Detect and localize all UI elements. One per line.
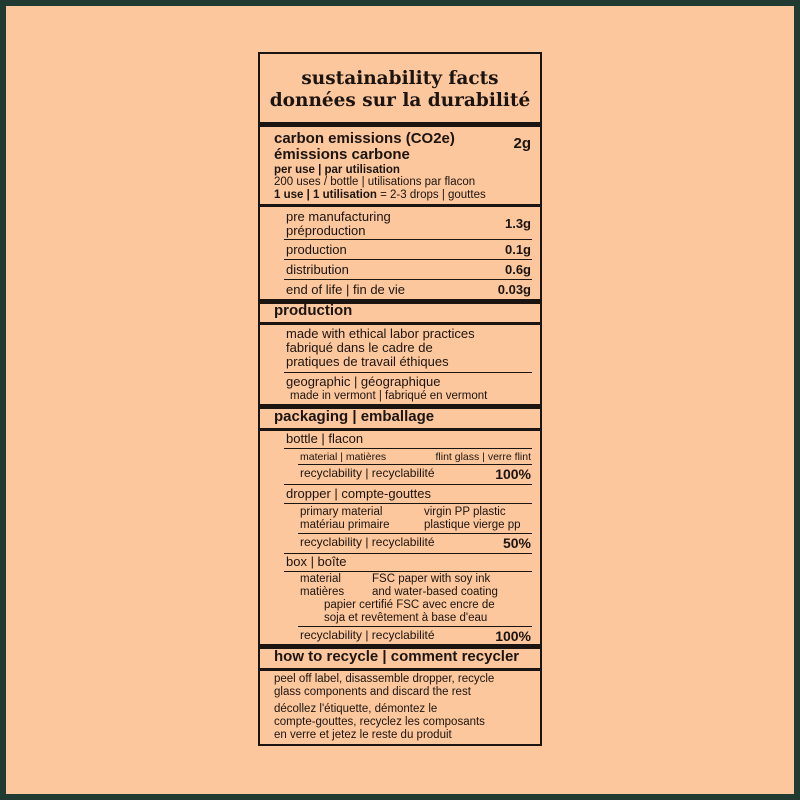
recycle-fr-line-1: décollez l'étiquette, démontez le: [274, 703, 438, 715]
row-divider: [284, 571, 532, 572]
row-divider: [284, 259, 532, 260]
one-use-note: [274, 189, 486, 202]
breakdown-value-end-of-life: 0.03g: [497, 282, 531, 297]
packaging-heading: packaging | emballage: [274, 408, 435, 425]
dropper-heading: dropper | compte-gouttes: [286, 486, 432, 501]
row-divider: [298, 533, 532, 534]
divider: [260, 204, 540, 207]
row-divider: [284, 484, 532, 485]
carbon-heading-english: carbon emissions (CO2e): [274, 130, 455, 147]
title-english: sustainability facts: [301, 68, 499, 89]
row-divider: [284, 503, 532, 504]
ethical-line-1: made with ethical labor practices: [286, 326, 475, 341]
ethical-line-2: fabriqué dans le cadre de: [286, 340, 433, 355]
geographic-value: made in vermont | fabriqué en vermont: [290, 390, 488, 402]
box-material-value-fr-1: papier certifié FSC avec encre de: [324, 599, 495, 611]
box-recyclability-value: 100%: [495, 628, 531, 644]
carbon-total-value: 2g: [513, 135, 531, 152]
box-recyclability-label: recyclability | recyclabilité: [300, 628, 435, 642]
bottle-material-label: material | matières: [300, 451, 387, 463]
bottle-recyclability-value: 100%: [495, 466, 531, 482]
box-material-value-en-1: FSC paper with soy ink: [372, 573, 491, 585]
row-divider: [284, 372, 532, 373]
row-divider: [284, 239, 532, 240]
row-divider: [284, 279, 532, 280]
breakdown-value-distribution: 0.6g: [504, 262, 531, 277]
one-use-label: 1 use | 1 utilisation: [274, 189, 377, 201]
recycle-fr-line-3: en verre et jetez le reste du produit: [274, 729, 452, 741]
dropper-recyclability-value: 50%: [502, 535, 531, 551]
bottle-heading: bottle | flacon: [286, 431, 364, 446]
breakdown-label-premanufacturing-fr: préproduction: [286, 223, 366, 238]
row-divider: [298, 464, 532, 465]
breakdown-label-end-of-life: end of life | fin de vie: [286, 282, 406, 297]
per-use-note: per use | par utilisation: [274, 164, 400, 176]
dropper-material-value-fr: plastique vierge pp: [424, 519, 521, 531]
recycle-fr-line-2: compte-gouttes, recyclez les composants: [274, 716, 485, 728]
dropper-material-label-fr: matériau primaire: [300, 519, 390, 531]
breakdown-value-production: 0.1g: [504, 242, 531, 257]
label-title: [260, 68, 540, 112]
carbon-heading-french: émissions carbone: [274, 146, 410, 163]
box-material-value-fr-2: soja et revêtement à base d'eau: [324, 612, 488, 624]
divider: [260, 668, 540, 671]
dropper-recyclability-label: recyclability | recyclabilité: [300, 535, 435, 549]
dropper-material-label-en: primary material: [300, 506, 383, 518]
bottle-recyclability-label: recyclability | recyclabilité: [300, 466, 435, 480]
title-french: données sur la durabilité: [269, 90, 531, 111]
divider: [260, 122, 540, 127]
box-material-label-fr: matières: [300, 586, 345, 598]
ethical-line-3: pratiques de travail éthiques: [286, 354, 449, 369]
breakdown-label-distribution: distribution: [286, 262, 349, 277]
breakdown-label-production: production: [286, 242, 347, 257]
row-divider: [284, 448, 532, 449]
drops-note: = 2-3 drops | gouttes: [380, 189, 486, 201]
breakdown-label-premanufacturing: pre manufacturing: [286, 209, 391, 224]
recycle-en-line-1: peel off label, disassemble dropper, recycle: [274, 673, 495, 685]
box-material-label-en: material: [300, 573, 341, 585]
row-divider: [298, 626, 532, 627]
breakdown-value-premanufacturing: 1.3g: [504, 216, 531, 231]
sustainability-facts-label: [258, 52, 542, 746]
box-heading: box | boîte: [286, 554, 347, 569]
recycle-heading: how to recycle | comment recycler: [274, 648, 520, 665]
uses-per-bottle: 200 uses / bottle | utilisations par flacon: [274, 176, 476, 188]
production-heading: production: [274, 302, 353, 319]
bottle-material-value: flint glass | verre flint: [435, 451, 531, 463]
geographic-label: geographic | géographique: [286, 374, 441, 389]
dropper-material-value-en: virgin PP plastic: [424, 506, 506, 518]
recycle-en-line-2: glass components and discard the rest: [274, 686, 471, 698]
divider: [260, 322, 540, 325]
box-material-value-en-2: and water-based coating: [372, 586, 498, 598]
